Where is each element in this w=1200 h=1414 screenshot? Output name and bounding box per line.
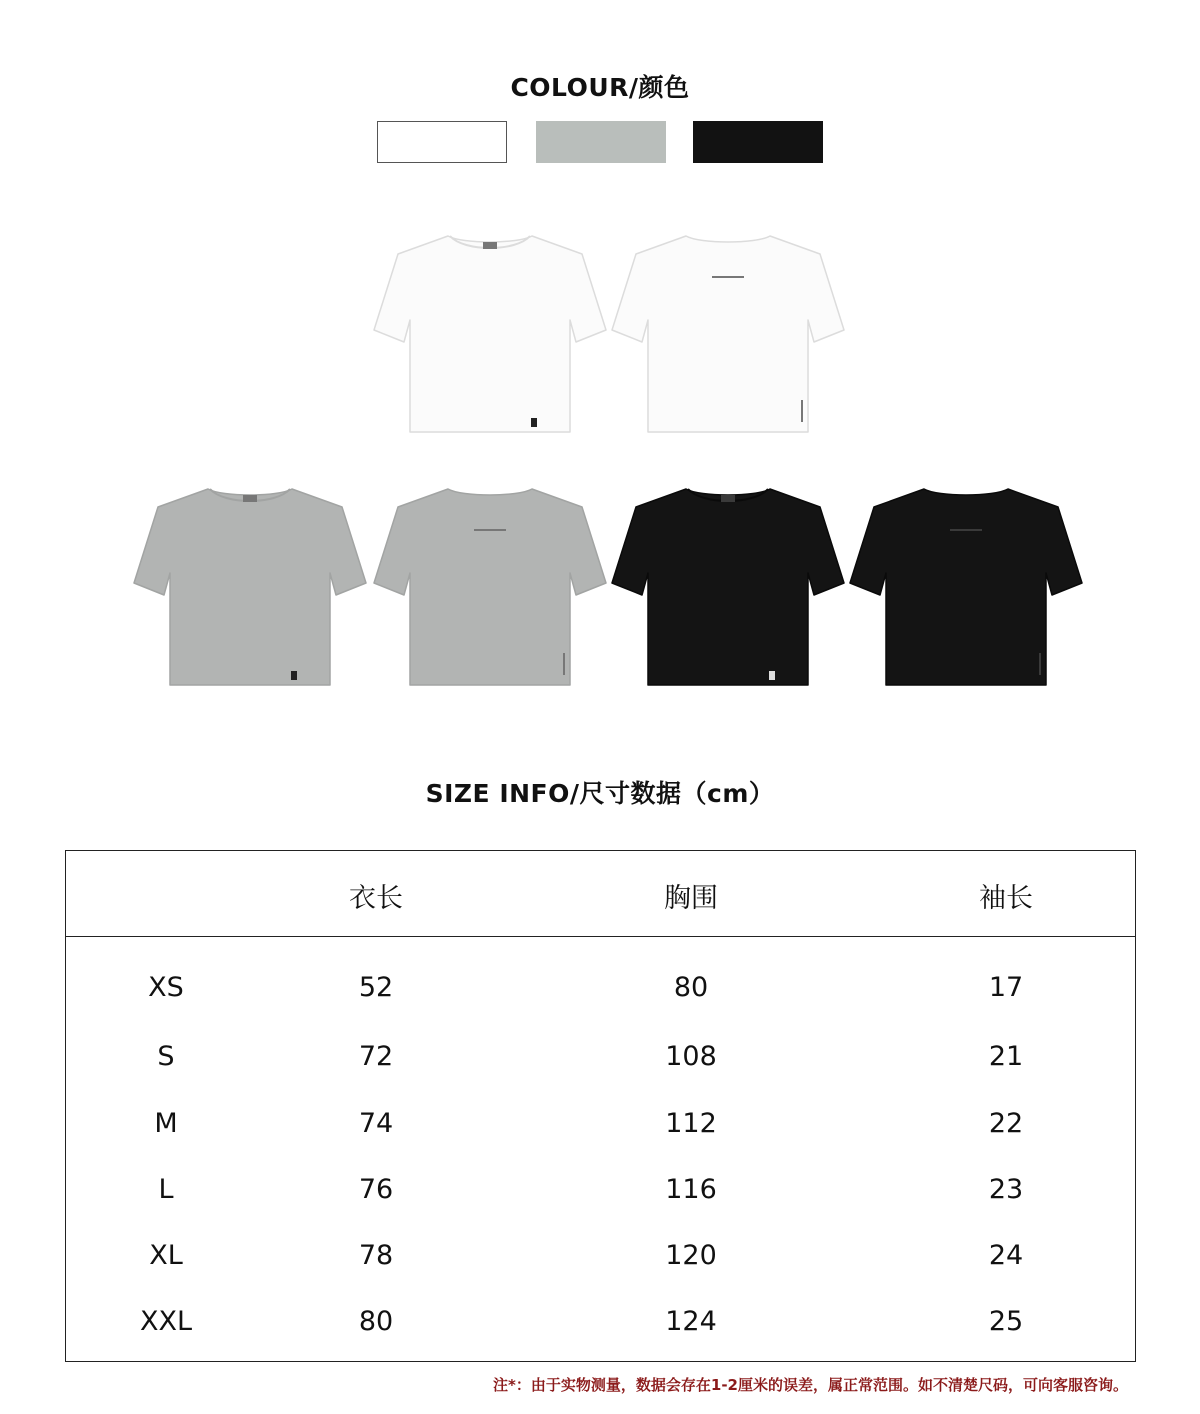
product-image-grey-back <box>370 475 610 690</box>
header-size <box>66 851 266 936</box>
swatch-black[interactable] <box>693 121 823 163</box>
cell-sleeve: 17 <box>988 972 1024 1003</box>
table-row <box>66 1289 1135 1355</box>
table-row <box>66 1157 1135 1223</box>
cell-length: 80 <box>358 1306 394 1337</box>
cell-length: 76 <box>358 1174 394 1205</box>
cell-sleeve: 22 <box>988 1108 1024 1139</box>
product-image-white-back <box>608 222 848 437</box>
cell-chest: 108 <box>665 1041 717 1072</box>
cell-size: L <box>158 1174 174 1205</box>
product-image-black-front <box>608 475 848 690</box>
cell-size: M <box>154 1108 178 1139</box>
cell-chest: 124 <box>665 1306 717 1337</box>
cell-length: 74 <box>358 1108 394 1139</box>
cell-chest: 116 <box>665 1174 717 1205</box>
header-length: 衣长 <box>349 883 403 914</box>
cell-sleeve: 21 <box>988 1041 1024 1072</box>
cell-sleeve: 23 <box>988 1174 1024 1205</box>
table-row <box>66 955 1135 1021</box>
cell-sleeve: 25 <box>988 1306 1024 1337</box>
table-row <box>66 1223 1135 1289</box>
cell-size: XL <box>149 1240 183 1271</box>
cell-length: 72 <box>358 1041 394 1072</box>
footnote: 注*：由于实物测量，数据会存在1-2厘米的误差，属正常范围。如不清楚尺码，可向客服咨询。 <box>493 1376 1128 1394</box>
swatch-grey[interactable] <box>536 121 666 163</box>
product-image-grey-front <box>130 475 370 690</box>
header-chest: 胸围 <box>664 883 718 914</box>
swatch-white[interactable] <box>377 121 507 163</box>
cell-length: 52 <box>358 972 394 1003</box>
cell-size: XS <box>148 972 184 1003</box>
header-sleeve: 袖长 <box>979 883 1033 914</box>
cell-size: S <box>157 1041 175 1072</box>
cell-size: XXL <box>139 1306 193 1337</box>
cell-sleeve: 24 <box>988 1240 1024 1271</box>
cell-length: 78 <box>358 1240 394 1271</box>
table-row <box>66 1024 1135 1090</box>
size-info-title: SIZE INFO/尺寸数据（cm） <box>425 779 775 808</box>
table-row <box>66 1091 1135 1157</box>
product-image-black-back <box>846 475 1086 690</box>
cell-chest: 112 <box>665 1108 717 1139</box>
cell-chest: 120 <box>665 1240 717 1271</box>
cell-chest: 80 <box>673 972 709 1003</box>
size-table <box>65 850 1136 1362</box>
table-header-row <box>66 851 1135 937</box>
colour-title: COLOUR/颜色 <box>510 73 690 102</box>
product-image-white-front <box>370 222 610 437</box>
